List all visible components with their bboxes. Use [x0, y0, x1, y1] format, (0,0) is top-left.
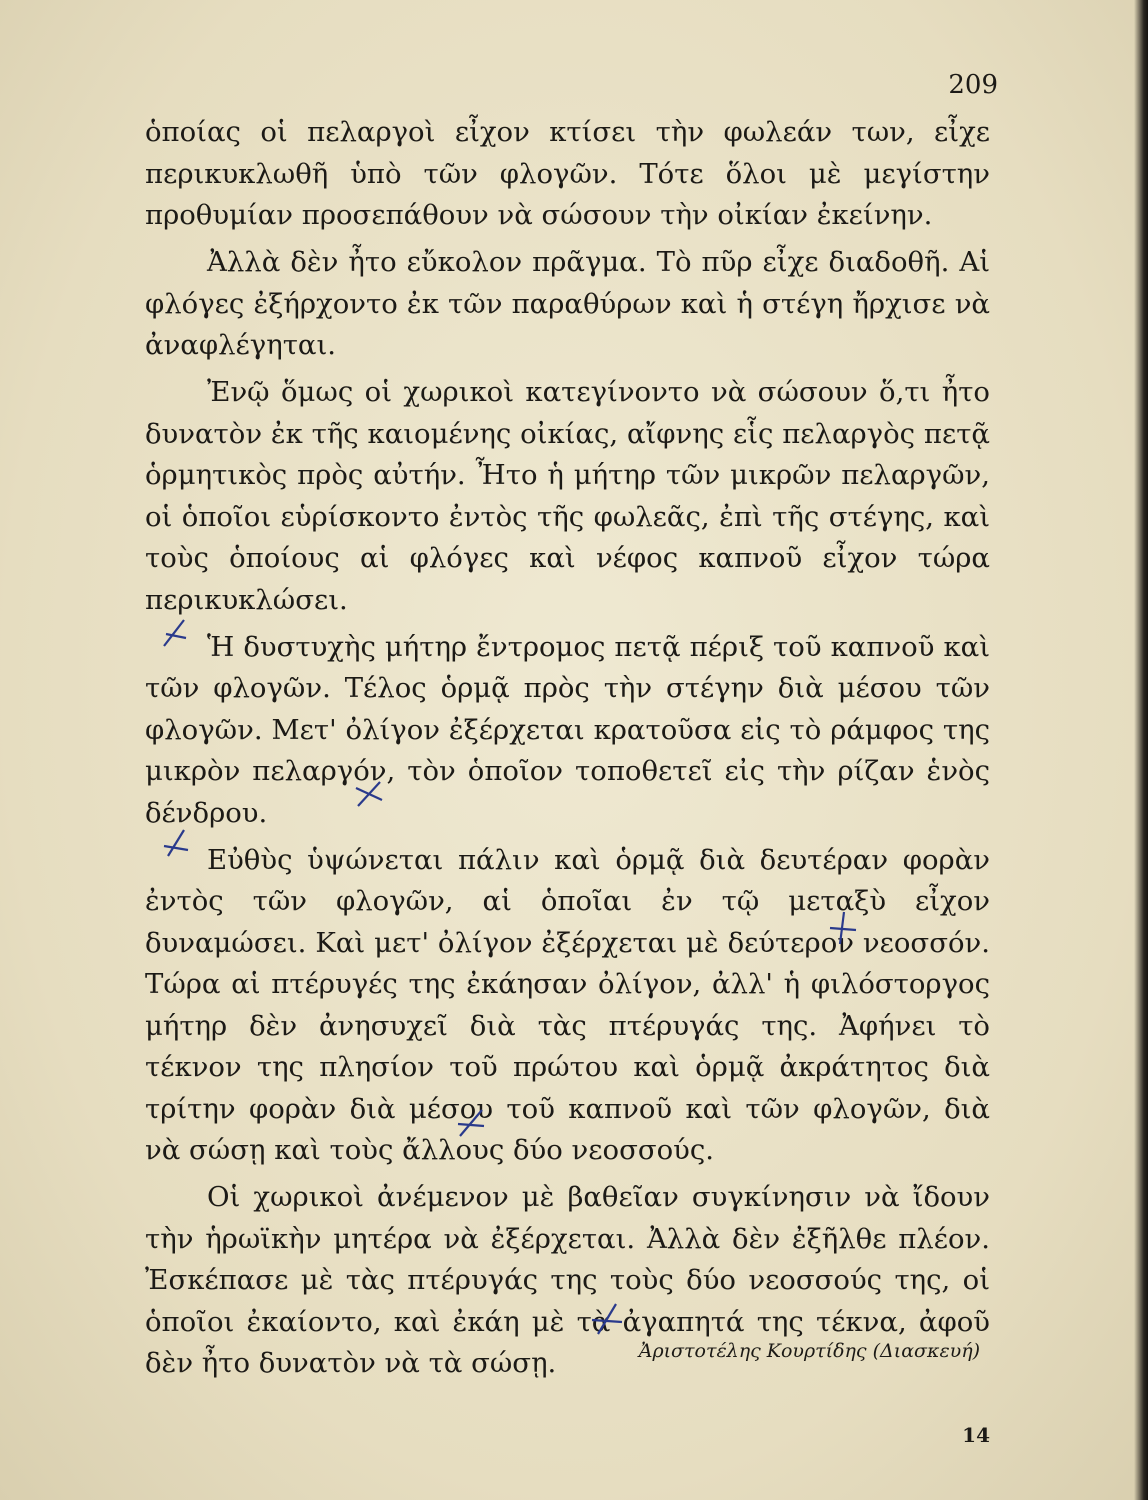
paragraph-4: Ἡ δυστυχὴς μήτηρ ἔντρομος πετᾷ πέριξ τοῦ καπνοῦ καὶ τῶν φλογῶν. Τέλος ὁρμᾷ πρὸς τὴν στέγην διὰ μέσου τῶν φλογῶν. Μετ' ὀλίγον ἐξέρχεται κρατοῦσα εἰς τὸ ράμφος της μικρὸν πελαργόν, τὸν ὁποῖον τοποθετεῖ εἰς τὴν ρίζαν ἑνὸς δένδρου. [145, 630, 990, 829]
page-number: 209 [948, 70, 998, 100]
paragraph-3: Ἐνῷ ὅμως οἱ χωρικοὶ κατεγίνοντο νὰ σώσουν ὅ,τι ἦτο δυνατὸν ἐκ τῆς καιομένης οἰκίας, αἴφνης εἷς πελαργὸς πετᾷ ὁρμητικὸς πρὸς αὐτήν. Ἦτο ἡ μήτηρ τῶν μικρῶν πελαργῶν, οἱ ὁποῖοι εὑρίσκοντο ἐντὸς τῆς φωλεᾶς, ἐπὶ τῆς στέγης, καὶ τοὺς ὁποίους αἱ φλόγες καὶ νέφος καπνοῦ εἶχον τώρα περικυκλώσει. [145, 376, 990, 616]
paragraph-2: Ἀλλὰ δὲν ἦτο εὔκολον πρᾶγμα. Τὸ πῦρ εἶχε διαδοθῆ. Αἱ φλόγες ἐξήρχοντο ἐκ τῶν παραθύρων καὶ ἡ στέγη ἤρχισε νὰ ἀναφλέγηται. [145, 246, 990, 361]
ink-cross-mark-icon [352, 778, 386, 808]
page-edge-shadow [1134, 0, 1148, 1500]
paragraph-1: ὁποίας οἱ πελαργοὶ εἶχον κτίσει τὴν φωλεάν των, εἶχε περικυκλωθῆ ὑπὸ τῶν φλογῶν. Τότε ὅλοι μὲ μεγίστην προθυμίαν προσεπάθουν νὰ σώσουν τὴν οἰκίαν ἐκείνην. [145, 116, 990, 231]
paragraph-5: Εὐθὺς ὑψώνεται πάλιν καὶ ὁρμᾷ διὰ δευτέραν φορὰν ἐντὸς τῶν φλογῶν, αἱ ὁποῖαι ἐν τῷ μεταξὺ εἶχον δυναμώσει. Καὶ μετ' ὀλίγον ἐξέρχεται μὲ δεύτερον νεοσσόν. Τώρα αἱ πτέρυγές της ἐκάησαν ὀλίγον, ἀλλ' ἡ φιλόστοργος μήτηρ δὲν ἀνησυχεῖ διὰ τὰς πτέρυγάς της. Ἀφήνει τὸ τέκνον της πλησίον τοῦ πρώτου καὶ ὁρμᾷ ἀκράτητος διὰ τρίτην φορὰν διὰ μέσου τοῦ καπνοῦ καὶ τῶν φλογῶν, διὰ νὰ σώσῃ καὶ τοὺς ἄλλους δύο νεοσσούς. [145, 843, 990, 1166]
ink-cross-mark-icon [828, 908, 858, 948]
body-text [145, 112, 990, 1390]
paragraph-6: Οἱ χωρικοὶ ἀνέμενον μὲ βαθεῖαν συγκίνησιν νὰ ἴδουν τὴν ἡρωϊκὴν μητέρα νὰ ἐξέρχεται. Ἀλλὰ δὲν ἐξῆλθε πλέον. Ἐσκέπασε μὲ τὰς πτέρυγάς της τοὺς δύο νεοσσούς της, οἱ ὁποῖοι ἐκαίοντο, καὶ ἐκάη μὲ τὰ ἀγαπητά της τέκνα, ἀφοῦ δὲν ἦτο δυνατὸν νὰ τὰ σώσῃ. [145, 1181, 990, 1379]
ink-cross-mark-icon [162, 826, 192, 860]
ink-cross-mark-icon [590, 1300, 626, 1336]
author-attribution: Ἀριστοτέλης Κουρτίδης (Διασκευή) [638, 1340, 980, 1362]
ink-cross-mark-icon [160, 616, 190, 652]
printer-signature-number: 14 [962, 1423, 990, 1447]
ink-cross-mark-icon [454, 1106, 488, 1138]
